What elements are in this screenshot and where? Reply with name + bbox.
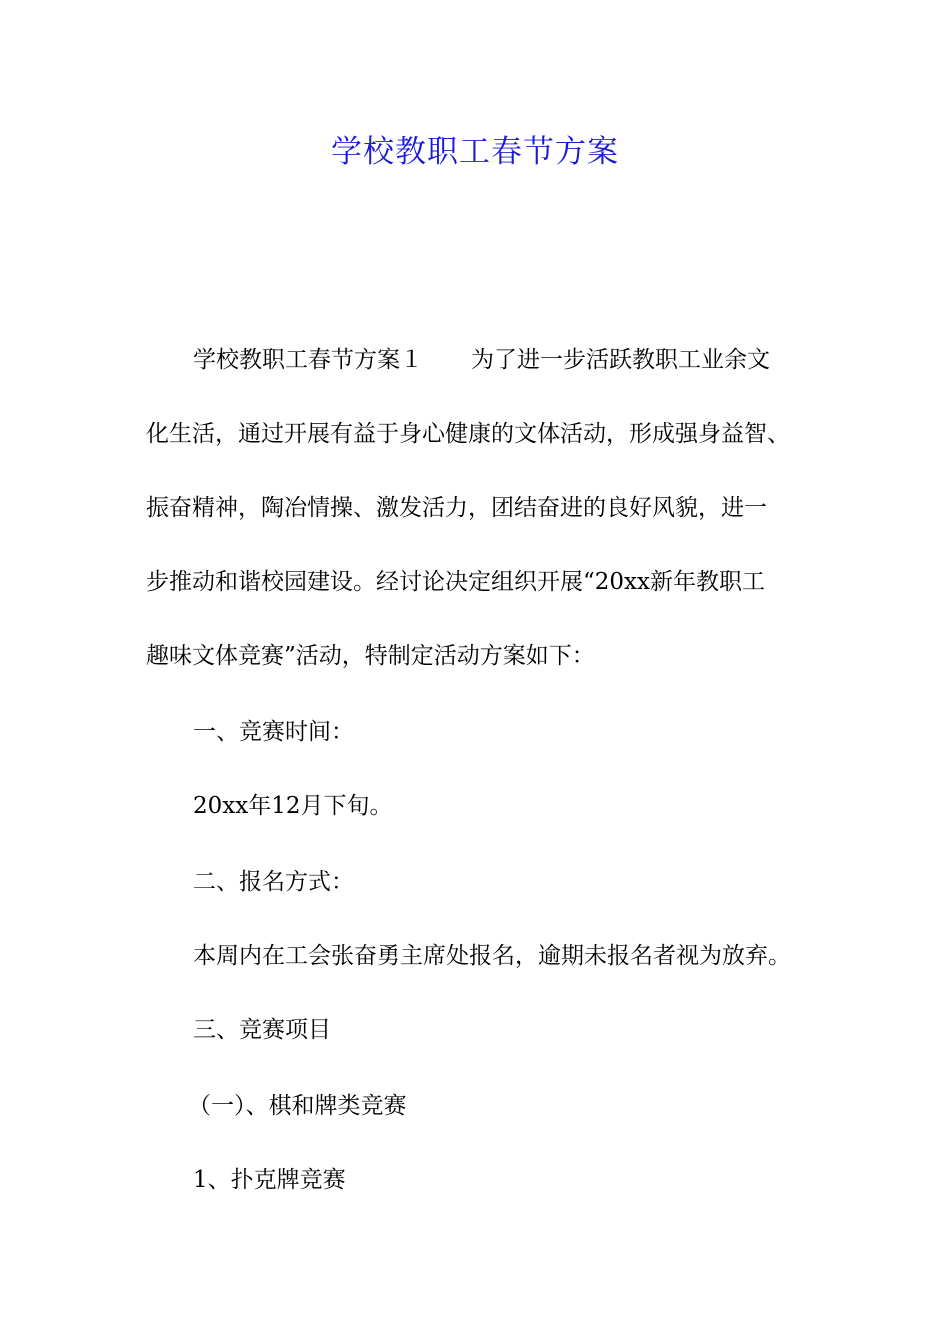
- section-3-heading: 三、竞赛项目: [193, 1017, 331, 1043]
- intro-line-5: 趣味文体竞赛”活动，特制定活动方案如下：: [146, 643, 595, 669]
- intro-first-line: [193, 344, 873, 376]
- section-3-subheading: （一）、棋和牌类竞赛: [188, 1093, 407, 1119]
- intro-line-2: 化生活，通过开展有益于身心健康的文体活动，形成强身益智、: [146, 421, 790, 447]
- section-1-heading: 一、竞赛时间：: [193, 719, 354, 745]
- section-1-body: 20xx年12月下旬。: [193, 793, 393, 819]
- section-2-body: 本周内在工会张奋勇主席处报名，逾期未报名者视为放弃。: [193, 943, 791, 969]
- intro-line-1-text: 为了进一步活跃教职工业余文: [471, 347, 770, 373]
- intro-line-4: 步推动和谐校园建设。经讨论决定组织开展“20xx新年教职工: [146, 569, 765, 595]
- document-title: 学校教职工春节方案: [331, 134, 619, 170]
- intro-line-3: 振奋精神，陶冶情操、激发活力，团结奋进的良好风貌，进一: [146, 495, 767, 521]
- sub-item-1: 1、扑克牌竞赛: [193, 1167, 346, 1193]
- section-2-heading: 二、报名方式：: [193, 869, 354, 895]
- intro-heading: 学校教职工春节方案１: [193, 347, 423, 373]
